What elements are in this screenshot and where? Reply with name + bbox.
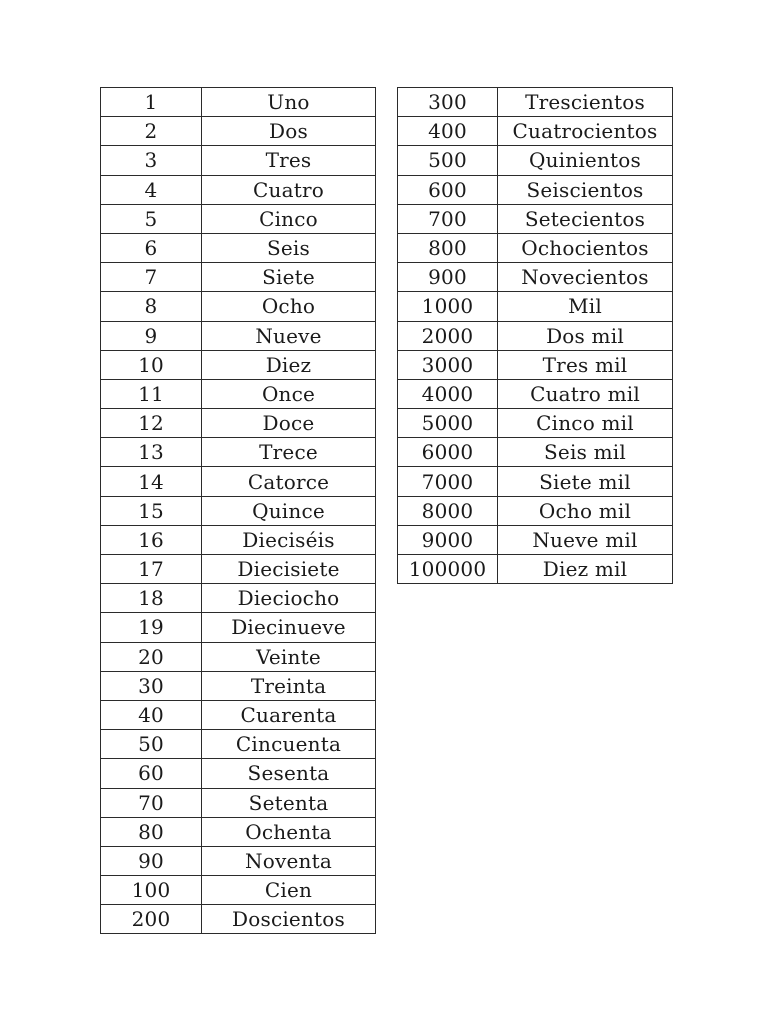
table-row — [101, 175, 376, 204]
table-row — [398, 555, 673, 584]
number-cell: 4000 — [398, 379, 498, 408]
word-cell: Ocho mil — [498, 496, 673, 525]
table-row — [101, 788, 376, 817]
table-row — [398, 438, 673, 467]
table-row — [398, 525, 673, 554]
number-cell: 70 — [101, 788, 202, 817]
number-cell: 6000 — [398, 438, 498, 467]
table-row — [101, 467, 376, 496]
word-cell: Tres mil — [498, 350, 673, 379]
table-row — [398, 409, 673, 438]
number-cell: 90 — [101, 846, 202, 875]
table-row — [101, 496, 376, 525]
number-cell: 1 — [101, 88, 202, 117]
word-cell: Tres — [202, 146, 376, 175]
word-cell: Quince — [202, 496, 376, 525]
number-cell: 4 — [101, 175, 202, 204]
number-cell: 5000 — [398, 409, 498, 438]
table-row — [398, 350, 673, 379]
number-cell: 100 — [101, 876, 202, 905]
table-row — [101, 379, 376, 408]
table-row — [398, 467, 673, 496]
number-cell: 900 — [398, 263, 498, 292]
number-cell: 40 — [101, 700, 202, 729]
word-cell: Setecientos — [498, 204, 673, 233]
number-cell: 500 — [398, 146, 498, 175]
table-row — [101, 730, 376, 759]
number-cell: 17 — [101, 555, 202, 584]
numbers-table-right — [397, 87, 673, 584]
table-row — [101, 817, 376, 846]
word-cell: Dos mil — [498, 321, 673, 350]
table-row — [101, 409, 376, 438]
table-row — [101, 759, 376, 788]
word-cell: Seis mil — [498, 438, 673, 467]
number-cell: 3000 — [398, 350, 498, 379]
word-cell: Novecientos — [498, 263, 673, 292]
number-cell: 7000 — [398, 467, 498, 496]
number-cell: 6 — [101, 233, 202, 262]
number-cell: 200 — [101, 905, 202, 934]
word-cell: Veinte — [202, 642, 376, 671]
table-row — [101, 263, 376, 292]
number-cell: 400 — [398, 117, 498, 146]
table-row — [101, 438, 376, 467]
number-cell: 50 — [101, 730, 202, 759]
number-cell: 9 — [101, 321, 202, 350]
table-row — [398, 496, 673, 525]
number-cell: 20 — [101, 642, 202, 671]
table-row — [398, 321, 673, 350]
number-cell: 13 — [101, 438, 202, 467]
table-row — [101, 525, 376, 554]
word-cell: Dieciocho — [202, 584, 376, 613]
table-row — [398, 88, 673, 117]
number-cell: 100000 — [398, 555, 498, 584]
word-cell: Once — [202, 379, 376, 408]
numbers-table-left-body — [101, 88, 376, 934]
word-cell: Nueve — [202, 321, 376, 350]
table-row — [101, 905, 376, 934]
table-row — [101, 642, 376, 671]
table-row — [101, 555, 376, 584]
word-cell: Siete — [202, 263, 376, 292]
number-cell: 60 — [101, 759, 202, 788]
number-cell: 300 — [398, 88, 498, 117]
word-cell: Doscientos — [202, 905, 376, 934]
table-row — [101, 204, 376, 233]
word-cell: Trescientos — [498, 88, 673, 117]
number-cell: 5 — [101, 204, 202, 233]
word-cell: Cuatro mil — [498, 379, 673, 408]
number-cell: 19 — [101, 613, 202, 642]
word-cell: Catorce — [202, 467, 376, 496]
word-cell: Trece — [202, 438, 376, 467]
number-cell: 2000 — [398, 321, 498, 350]
number-cell: 3 — [101, 146, 202, 175]
number-cell: 15 — [101, 496, 202, 525]
word-cell: Ochenta — [202, 817, 376, 846]
table-row — [101, 233, 376, 262]
table-row — [398, 379, 673, 408]
number-cell: 16 — [101, 525, 202, 554]
table-row — [101, 846, 376, 875]
number-cell: 8 — [101, 292, 202, 321]
table-row — [398, 204, 673, 233]
table-row — [101, 613, 376, 642]
table-row — [398, 175, 673, 204]
table-row — [101, 584, 376, 613]
number-cell: 7 — [101, 263, 202, 292]
word-cell: Cinco — [202, 204, 376, 233]
table-row — [398, 263, 673, 292]
word-cell: Seiscientos — [498, 175, 673, 204]
table-row — [398, 117, 673, 146]
table-row — [101, 671, 376, 700]
table-row — [101, 292, 376, 321]
number-cell: 11 — [101, 379, 202, 408]
word-cell: Diecisiete — [202, 555, 376, 584]
word-cell: Uno — [202, 88, 376, 117]
word-cell: Ochocientos — [498, 233, 673, 262]
word-cell: Sesenta — [202, 759, 376, 788]
word-cell: Dieciséis — [202, 525, 376, 554]
word-cell: Ocho — [202, 292, 376, 321]
table-row — [101, 117, 376, 146]
table-row — [101, 146, 376, 175]
numbers-table-left — [100, 87, 376, 934]
word-cell: Cuatrocientos — [498, 117, 673, 146]
word-cell: Setenta — [202, 788, 376, 817]
word-cell: Mil — [498, 292, 673, 321]
word-cell: Cincuenta — [202, 730, 376, 759]
word-cell: Dos — [202, 117, 376, 146]
table-row — [101, 321, 376, 350]
table-row — [101, 876, 376, 905]
word-cell: Treinta — [202, 671, 376, 700]
number-cell: 80 — [101, 817, 202, 846]
numbers-table-right-body — [398, 88, 673, 584]
number-cell: 12 — [101, 409, 202, 438]
table-row — [398, 146, 673, 175]
table-row — [101, 88, 376, 117]
number-cell: 14 — [101, 467, 202, 496]
number-cell: 8000 — [398, 496, 498, 525]
word-cell: Cinco mil — [498, 409, 673, 438]
word-cell: Cuarenta — [202, 700, 376, 729]
word-cell: Diez mil — [498, 555, 673, 584]
number-cell: 30 — [101, 671, 202, 700]
word-cell: Siete mil — [498, 467, 673, 496]
table-row — [398, 292, 673, 321]
word-cell: Diez — [202, 350, 376, 379]
number-cell: 700 — [398, 204, 498, 233]
word-cell: Seis — [202, 233, 376, 262]
number-cell: 18 — [101, 584, 202, 613]
word-cell: Cien — [202, 876, 376, 905]
number-cell: 600 — [398, 175, 498, 204]
table-row — [101, 700, 376, 729]
word-cell: Noventa — [202, 846, 376, 875]
word-cell: Diecinueve — [202, 613, 376, 642]
table-row — [101, 350, 376, 379]
number-cell: 9000 — [398, 525, 498, 554]
word-cell: Quinientos — [498, 146, 673, 175]
table-row — [398, 233, 673, 262]
word-cell: Cuatro — [202, 175, 376, 204]
word-cell: Doce — [202, 409, 376, 438]
number-cell: 10 — [101, 350, 202, 379]
word-cell: Nueve mil — [498, 525, 673, 554]
number-cell: 1000 — [398, 292, 498, 321]
number-cell: 2 — [101, 117, 202, 146]
number-cell: 800 — [398, 233, 498, 262]
